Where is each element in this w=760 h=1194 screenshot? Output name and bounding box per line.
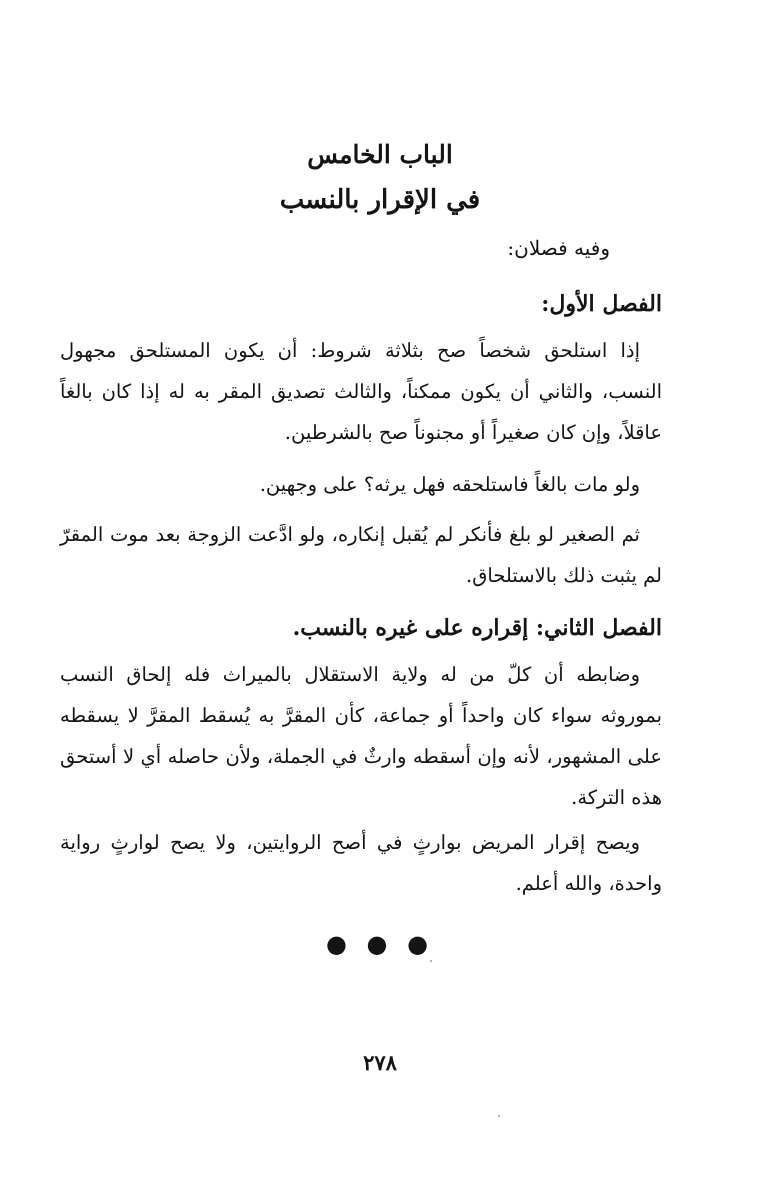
- page-number: ٢٧٨: [363, 1050, 397, 1075]
- scan-speck: [498, 1115, 500, 1117]
- chapter-subtitle: في الإقرار بالنسب: [279, 185, 481, 215]
- section1-heading-block: [60, 288, 662, 321]
- section2-heading-block: [60, 612, 662, 645]
- paragraph: ويصح إقرار المريض بوارثٍ في أصح الروايتين، ولا يصح لوارثٍ رواية واحدة، والله أعلم.: [60, 831, 662, 895]
- section1-paragraph-3: [60, 514, 662, 596]
- chapter-title: الباب الخامس: [307, 140, 453, 169]
- intro-text: وفيه فصلان:: [507, 236, 610, 260]
- paragraph: إذا استلحق شخصاً صح بثلاثة شروط: أن يكون المستلحق مجهول النسب، والثاني أن يكون ممكناً، والثالث تصديق المقر به له إذا كان بالغاً عاقلاً، وإن كان صغيراً أو مجنوناً صح بالشرطين.: [60, 339, 662, 444]
- section1-paragraph-2: [60, 464, 662, 505]
- section2-paragraph-1: [60, 654, 662, 818]
- section2-paragraph-2: [60, 822, 662, 904]
- paragraph: وضابطه أن كلّ من له ولاية الاستقلال بالميراث فله إلحاق النسب بموروثه سواء كان واحداً أو جماعة، كأن المقرَّ به يُسقط المقرَّ لا يسقطه على المشهور، لأنه وإن أسقطه وارثٌ في الجملة، ولأن حاصله أي لا أستحق هذه التركة.: [60, 663, 662, 809]
- scan-speck: [430, 960, 432, 962]
- section1-paragraph-1: [60, 330, 662, 453]
- section-heading: الفصل الأول:: [541, 291, 662, 317]
- paragraph: ثم الصغير لو بلغ فأنكر لم يُقبل إنكاره، ولو ادَّعت الزوجة بعد موت المقرّ لم يثبت ذلك بالاستلحاق.: [60, 523, 662, 587]
- section-separator: ● ● ●: [325, 930, 435, 958]
- paragraph: ولو مات بالغاً فاستلحقه فهل يرثه؟ على وجهين.: [259, 473, 640, 496]
- section-heading: الفصل الثاني: إقراره على غيره بالنسب.: [292, 615, 662, 641]
